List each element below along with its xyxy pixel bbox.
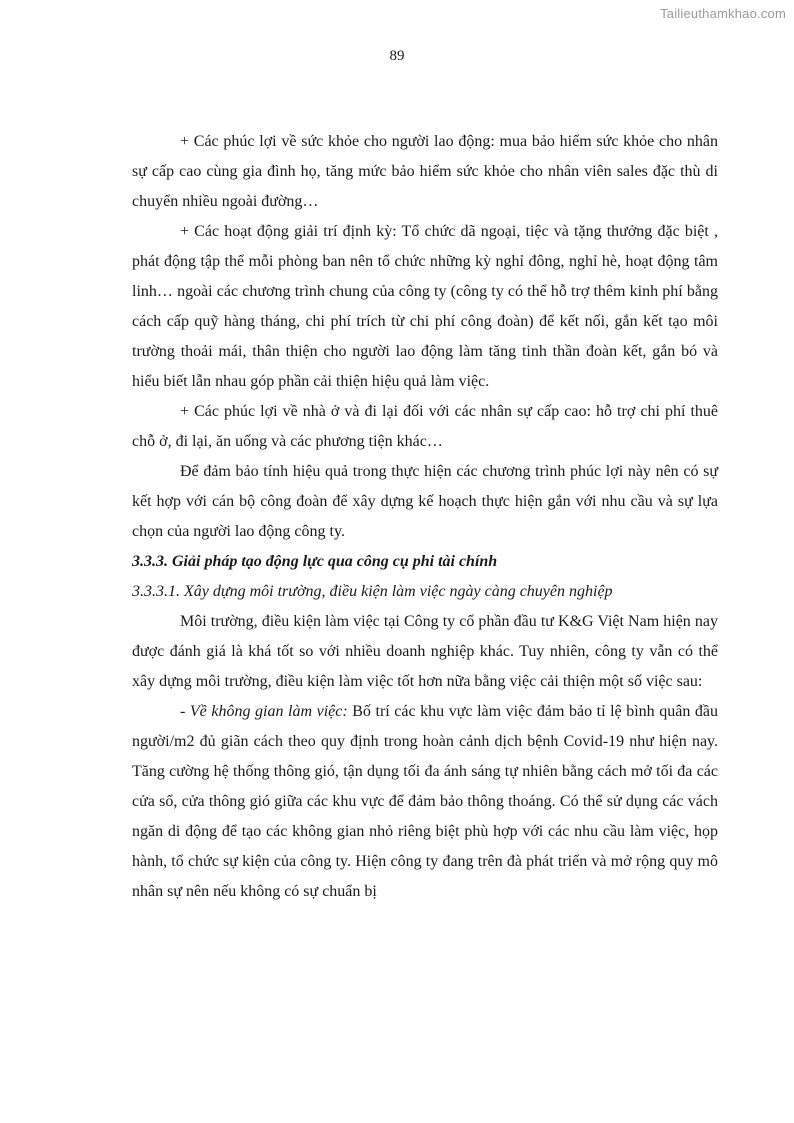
paragraph-recreation: + Các hoạt động giải trí định kỳ: Tổ chức dã ngoại, tiệc và tặng thưởng đặc biệt , phát động tập thể mỗi phòng ban nên tổ chức những kỳ nghỉ đông, nghỉ hè, hoạt động tâm linh… ngoài các chương trình chung của công ty (công ty có thể hỗ trợ thêm kinh phí bằng cách cấp quỹ hàng tháng, chi phí trích từ chi phí công đoàn) để kết nối, gắn kết tạo môi trường thoải mái, thân thiện cho người lao động làm tăng tinh thần đoàn kết, gắn bó và hiểu biết lẫn nhau góp phần cải thiện hiệu quả làm việc. — [132, 223, 718, 390]
page-number: 89 — [389, 48, 405, 64]
paragraph-effectiveness: Để đảm bảo tính hiệu quả trong thực hiện các chương trình phúc lợi này nên có sự kết hợp với cán bộ công đoàn để xây dựng kế hoạch thực hiện gắn với nhu cầu và sự lựa chọn của người lao động công ty. — [132, 463, 718, 540]
paragraph-workspace — [132, 697, 718, 907]
paragraph-housing-travel: + Các phúc lợi về nhà ở và đi lại đối với các nhân sự cấp cao: hỗ trợ chi phí thuê chỗ ở, đi lại, ăn uống và các phương tiện khác… — [132, 403, 718, 450]
paragraph-environment: Môi trường, điều kiện làm việc tại Công ty cổ phần đầu tư K&G Việt Nam hiện nay được đánh giá là khá tốt so với nhiều doanh nghiệp khác. Tuy nhiên, công ty vẫn có thể xây dựng môi trường, điều kiện làm việc tốt hơn nữa bằng việc cải thiện một số việc sau: — [132, 613, 718, 690]
paragraph-health-benefits: + Các phúc lợi về sức khỏe cho người lao động: mua bảo hiểm sức khỏe cho nhân sự cấp cao cùng gia đình họ, tăng mức bảo hiểm sức khỏe cho nhân viên sales đặc thù di chuyển nhiều ngoài đường… — [132, 133, 718, 210]
document-body — [132, 127, 718, 907]
workspace-lead: - Về không gian làm việc: — [180, 703, 348, 720]
workspace-body: Bố trí các khu vực làm việc đảm bảo tỉ lệ bình quân đầu người/m2 đủ giãn cách theo quy định trong hoàn cảnh dịch bệnh Covid-19 như hiện nay. Tăng cường hệ thống thông gió, tận dụng tối đa ánh sáng tự nhiên bằng cách mở tối đa các cửa sổ, cửa thông gió giữa các khu vực để đảm bảo thông thoáng. Có thể sử dụng các vách ngăn di động để tạo các không gian nhỏ riêng biệt phù hợp với các nhu cầu làm việc, họp hành, tổ chức sự kiện của công ty. Hiện công ty đang trên đà phát triển và mở rộng quy mô nhân sự nên nếu không có sự chuẩn bị — [132, 703, 719, 900]
subsection-heading: 3.3.3.1. Xây dựng môi trường, điều kiện làm việc ngày càng chuyên nghiệp — [132, 583, 613, 600]
section-heading: 3.3.3. Giải pháp tạo động lực qua công cụ phi tài chính — [132, 553, 498, 570]
watermark: Tailieuthamkhao.com — [660, 6, 786, 21]
